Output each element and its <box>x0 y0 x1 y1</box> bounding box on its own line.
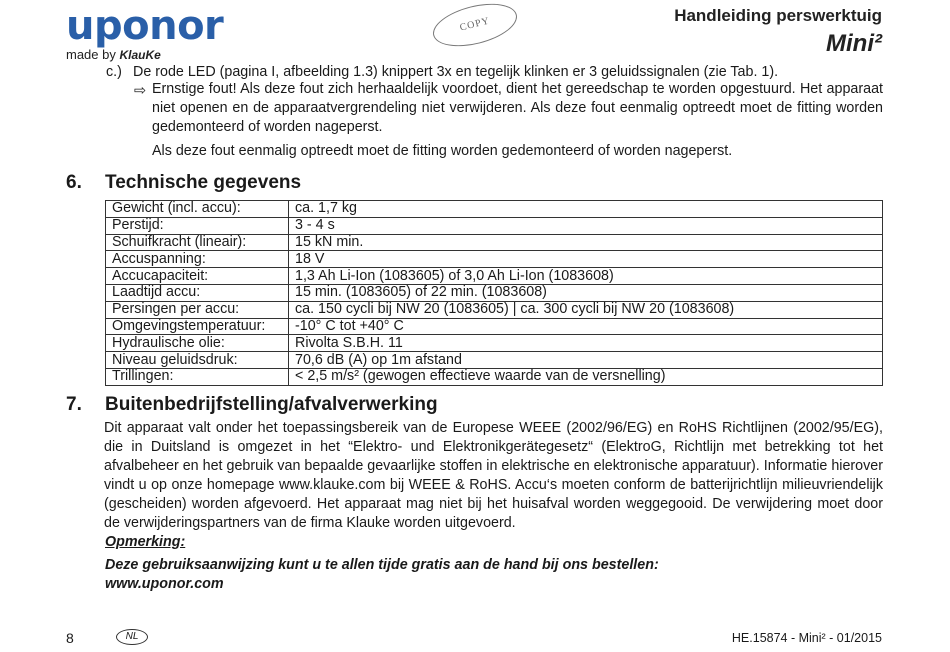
disposal-paragraph: Dit apparaat valt onder het toepassingsbereik van de Europese WEEE (2002/96/EG) en RoHS Richtlijnen (2002/95/EG), die in Duitsland is omgezet in het “Elektro- und Elektronikgerätegesetz“ (ElektroG, Richtlijn met betrekking tot het afvalbeheer en het gebruik van bepaalde gevaarlijke stoffen in elektrische en elektronische apparatuur). Informatie hierover vindt u op onze homepage www.klauke.com bij WEEE & RoHS. Accu‘s moeten conform de batterijrichtlijn milieuvriendelijk (gescheiden) worden afgevoerd. Het apparaat mag niet bij het huisafval worden weggegooid. De verwijdering moet door de verwijderingspartners van de firma Klauke worden uitgevoerd. <box>104 420 883 531</box>
made-by-line <box>66 47 161 62</box>
spec-value: 1,3 Ah Li-Ion (1083605) of 3,0 Ah Li-Ion (1083608) <box>289 268 883 285</box>
klauke-logo: KlauKe <box>119 48 161 62</box>
spec-key: Accuspanning: <box>106 251 289 268</box>
spec-value: 3 - 4 s <box>289 217 883 234</box>
spec-key: Accucapaciteit: <box>106 268 289 285</box>
error-warning-text: Ernstige fout! Als deze fout zich herhaaldelijk voordoet, dient het gereedschap te worden opgestuurd. Het apparaat niet openen en de apparaatvergrendeling niet verwijderen. Als deze fout eenmalig optreedt moet de fitting worden gedemonteerd of worden nageperst. <box>152 81 883 135</box>
table-row <box>106 268 883 285</box>
spec-key: Persingen per accu: <box>106 301 289 318</box>
section-7-number: 7. <box>66 394 82 415</box>
table-row <box>106 301 883 318</box>
spec-key: Omgevingstemperatuur: <box>106 318 289 335</box>
spec-value: -10° C tot +40° C <box>289 318 883 335</box>
spec-key: Trillingen: <box>106 368 289 385</box>
note-url[interactable]: www.uponor.com <box>105 576 224 592</box>
spec-value: 18 V <box>289 251 883 268</box>
item-c-text: De rode LED (pagina I, afbeelding 1.3) knippert 3x en tegelijk klinken er 3 geluidssignalen (zie Tab. 1). <box>133 64 779 80</box>
table-row <box>106 251 883 268</box>
arrow-icon: ⇨ <box>134 83 146 99</box>
spec-key: Niveau geluidsdruk: <box>106 352 289 369</box>
document-reference: HE.15874 - Mini² - 01/2015 <box>731 631 882 645</box>
section-6-number: 6. <box>66 172 82 193</box>
section-7-title: Buitenbedrijfstelling/afvalverwerking <box>105 394 438 415</box>
page-number: 8 <box>66 630 74 646</box>
copy-stamp: COPY <box>429 0 522 54</box>
error-repeat-text: Als deze fout eenmalig optreedt moet de fitting worden gedemonteerd of worden nageperst. <box>152 143 733 159</box>
item-c-label: c.) <box>106 64 122 80</box>
table-row <box>106 284 883 301</box>
made-by-label: made by <box>66 47 116 62</box>
document-title: Handleiding perswerktuig <box>674 6 882 25</box>
uponor-logo: uponor <box>66 3 224 49</box>
note-title: Opmerking: <box>105 534 186 550</box>
table-row <box>106 368 883 385</box>
spec-value: 15 min. (1083605) of 22 min. (1083608) <box>289 284 883 301</box>
spec-value: ca. 150 cycli bij NW 20 (1083605) | ca. 300 cycli bij NW 20 (1083608) <box>289 301 883 318</box>
table-row <box>106 201 883 218</box>
table-row <box>106 335 883 352</box>
table-row <box>106 318 883 335</box>
spec-key: Laadtijd accu: <box>106 284 289 301</box>
spec-value: < 2,5 m/s² (gewogen effectieve waarde van de versnelling) <box>289 368 883 385</box>
language-badge: NL <box>116 629 148 645</box>
spec-value: ca. 1,7 kg <box>289 201 883 218</box>
spec-key: Hydraulische olie: <box>106 335 289 352</box>
note-text: Deze gebruiksaanwijzing kunt u te allen tijde gratis aan de hand bij ons bestellen: <box>105 557 659 573</box>
table-row <box>106 217 883 234</box>
technical-data-table <box>105 200 883 386</box>
spec-value: 70,6 dB (A) op 1m afstand <box>289 352 883 369</box>
spec-key: Perstijd: <box>106 217 289 234</box>
spec-value: Rivolta S.B.H. 11 <box>289 335 883 352</box>
spec-value: 15 kN min. <box>289 234 883 251</box>
table-row <box>106 234 883 251</box>
model-name: Mini² <box>826 30 882 57</box>
section-6-title: Technische gegevens <box>105 172 302 193</box>
spec-key: Schuifkracht (lineair): <box>106 234 289 251</box>
spec-key: Gewicht (incl. accu): <box>106 201 289 218</box>
table-row <box>106 352 883 369</box>
